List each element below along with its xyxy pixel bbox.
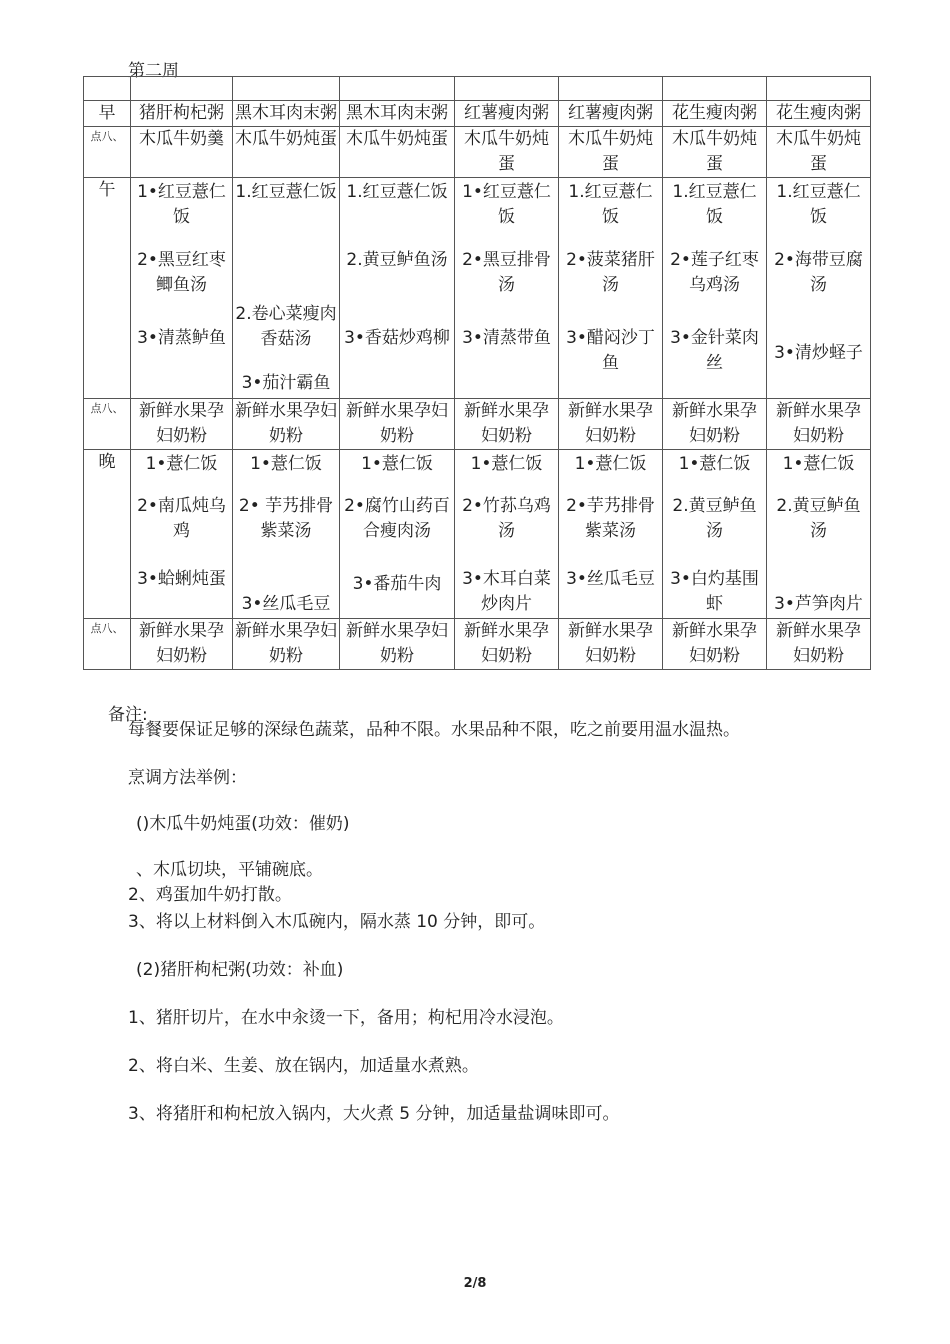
dish-3: 3•金针菜肉丝 [670, 328, 759, 373]
dish-3: 3•木耳白菜炒肉片 [462, 569, 551, 614]
dish-1: 1.红豆薏仁饭 [568, 182, 653, 227]
row-breakfast [84, 101, 871, 127]
meal-cell [559, 178, 663, 399]
row-label: 点八、 [84, 619, 131, 670]
meal-cell: 新鲜水果孕妇奶粉 [767, 619, 871, 670]
meal-cell: 新鲜水果孕妇奶粉 [559, 399, 663, 450]
meal-cell [663, 450, 767, 619]
dish-3: 3•香菇炒鸡柳 [344, 328, 450, 348]
meal-cell: 木瓜牛奶炖蛋 [340, 127, 455, 178]
dish-2: 2•海带豆腐汤 [774, 250, 863, 295]
meal-cell: 新鲜水果孕妇奶粉 [663, 619, 767, 670]
row-label: 点八、 [84, 127, 131, 178]
row-label: 午 [84, 178, 131, 399]
dish-2: 2• 芋艿排骨紫菜汤 [238, 496, 334, 541]
meal-cell: 新鲜水果孕妇奶粉 [233, 399, 340, 450]
meal-cell: 新鲜水果孕妇奶粉 [455, 619, 559, 670]
dish-1: 1.红豆薏仁饭 [235, 182, 337, 202]
meal-cell: 新鲜水果孕妇奶粉 [455, 399, 559, 450]
dish-1: 1•薏仁饭 [574, 454, 647, 474]
meal-cell: 木瓜牛奶炖蛋 [559, 127, 663, 178]
dish-2: 2•竹荪乌鸡汤 [462, 496, 551, 541]
meal-cell [663, 178, 767, 399]
recipe-2-title: (2)猪肝枸杞粥(功效：补血) [136, 960, 344, 980]
meal-cell [455, 178, 559, 399]
dish-3: 3•蛤蜊炖蛋 [137, 569, 226, 589]
notes-label: 备注: [108, 705, 148, 725]
row-label: 晚 [84, 450, 131, 619]
meal-cell: 新鲜水果孕妇奶粉 [131, 619, 233, 670]
meal-cell [767, 178, 871, 399]
dish-3: 3•醋闷沙丁鱼 [566, 328, 655, 373]
dish-2: 2•南瓜炖乌鸡 [137, 496, 226, 541]
meal-cell [559, 450, 663, 619]
recipe-2-step: 2、将白米、生姜、放在锅内，加适量水煮熟。 [128, 1056, 479, 1076]
meal-cell [233, 178, 340, 399]
recipe-1-title: ()木瓜牛奶炖蛋(功效：催奶) [136, 814, 350, 834]
dish-3: 3•芦笋肉片 [774, 594, 863, 614]
dish-2: 2•莲子红枣乌鸡汤 [670, 250, 759, 295]
dish-2: 2•黑豆红枣鲫鱼汤 [137, 250, 226, 295]
row-label: 点八、 [84, 399, 131, 450]
cooking-examples-heading: 烹调方法举例： [128, 768, 247, 788]
dish-1: 1•薏仁饭 [145, 454, 218, 474]
dish-1: 1•薏仁饭 [250, 454, 322, 474]
page-number: 2/8 [463, 1276, 487, 1291]
meal-cell: 木瓜牛奶炖蛋 [455, 127, 559, 178]
meal-cell: 花生瘦肉粥 [767, 101, 871, 127]
recipe-1-step: 2、鸡蛋加牛奶打散。 [128, 885, 292, 905]
row-dinner [84, 450, 871, 619]
meal-cell [455, 450, 559, 619]
meal-cell: 新鲜水果孕妇奶粉 [663, 399, 767, 450]
dish-1: 1•红豆薏仁饭 [462, 182, 551, 227]
meal-cell: 木瓜牛奶羹 [131, 127, 233, 178]
week-title: 第二周 [128, 61, 179, 81]
header-row [84, 77, 871, 101]
meal-cell: 新鲜水果孕妇奶粉 [340, 619, 455, 670]
dish-1: 1•红豆薏仁饭 [137, 182, 226, 227]
dish-1: 1.红豆薏仁饭 [776, 182, 861, 227]
dish-2: 2•黑豆排骨汤 [462, 250, 551, 295]
meal-cell: 花生瘦肉粥 [663, 101, 767, 127]
meal-cell: 新鲜水果孕妇奶粉 [340, 399, 455, 450]
dish-1: 1.红豆薏仁饭 [346, 182, 448, 202]
recipe-1-step: 、木瓜切块，平铺碗底。 [136, 860, 323, 880]
row-snack-3 [84, 619, 871, 670]
meal-cell: 红薯瘦肉粥 [455, 101, 559, 127]
recipe-1-step: 3、将以上材料倒入木瓜碗内，隔水蒸 10 分钟，即可。 [128, 912, 546, 932]
meal-cell: 木瓜牛奶炖蛋 [233, 127, 340, 178]
meal-plan-table [83, 76, 871, 670]
meal-cell: 新鲜水果孕妇奶粉 [233, 619, 340, 670]
meal-cell [767, 450, 871, 619]
dish-1: 1•薏仁饭 [782, 454, 855, 474]
recipe-2-step: 3、将猪肝和枸杞放入锅内，大火煮 5 分钟，加适量盐调味即可。 [128, 1104, 620, 1124]
dish-3: 3•清蒸带鱼 [462, 328, 551, 348]
notes-paragraph: 每餐要保证足够的深绿色蔬菜，品种不限。水果品种不限，吃之前要用温水温热。 [128, 720, 740, 740]
meal-cell: 猪肝枸杞粥 [131, 101, 233, 127]
dish-3: 3•茄汁霸鱼 [241, 373, 331, 393]
row-snack-2 [84, 399, 871, 450]
dish-2: 2.黄豆鲈鱼汤 [672, 496, 757, 541]
dish-2: 2•菠菜猪肝汤 [566, 250, 655, 295]
dish-3: 3•白灼基围虾 [670, 569, 759, 614]
dish-2: 2.黄豆鲈鱼汤 [346, 250, 448, 270]
dish-2: 2.卷心菜瘦肉香菇汤 [235, 304, 337, 349]
meal-cell: 新鲜水果孕妇奶粉 [559, 619, 663, 670]
dish-3: 3•番茄牛肉 [352, 574, 442, 594]
dish-1: 1•薏仁饭 [470, 454, 543, 474]
dish-1: 1.红豆薏仁饭 [672, 182, 757, 227]
meal-cell: 黑木耳肉末粥 [233, 101, 340, 127]
row-snack-1 [84, 127, 871, 178]
dish-2: 2.黄豆鲈鱼汤 [776, 496, 861, 541]
meal-cell [340, 178, 455, 399]
dish-3: 3•清炒蛏子 [774, 343, 863, 363]
meal-cell: 新鲜水果孕妇奶粉 [767, 399, 871, 450]
meal-cell: 红薯瘦肉粥 [559, 101, 663, 127]
meal-cell: 木瓜牛奶炖蛋 [663, 127, 767, 178]
recipe-2-step: 1、猪肝切片，在水中汆烫一下，备用；枸杞用冷水浸泡。 [128, 1008, 564, 1028]
meal-cell [131, 178, 233, 399]
row-label: 早 [84, 101, 131, 127]
meal-cell [131, 450, 233, 619]
dish-3: 3•丝瓜毛豆 [241, 594, 331, 614]
row-lunch [84, 178, 871, 399]
meal-cell: 新鲜水果孕妇奶粉 [131, 399, 233, 450]
dish-3: 3•清蒸鲈鱼 [137, 328, 226, 348]
meal-cell: 木瓜牛奶炖蛋 [767, 127, 871, 178]
dish-2: 2•腐竹山药百合瘦肉汤 [344, 496, 450, 541]
dish-1: 1•薏仁饭 [678, 454, 751, 474]
dish-2: 2•芋艿排骨紫菜汤 [566, 496, 655, 541]
meal-cell [340, 450, 455, 619]
meal-cell: 黑木耳肉末粥 [340, 101, 455, 127]
dish-1: 1•薏仁饭 [361, 454, 433, 474]
meal-cell [233, 450, 340, 619]
dish-3: 3•丝瓜毛豆 [566, 569, 655, 589]
